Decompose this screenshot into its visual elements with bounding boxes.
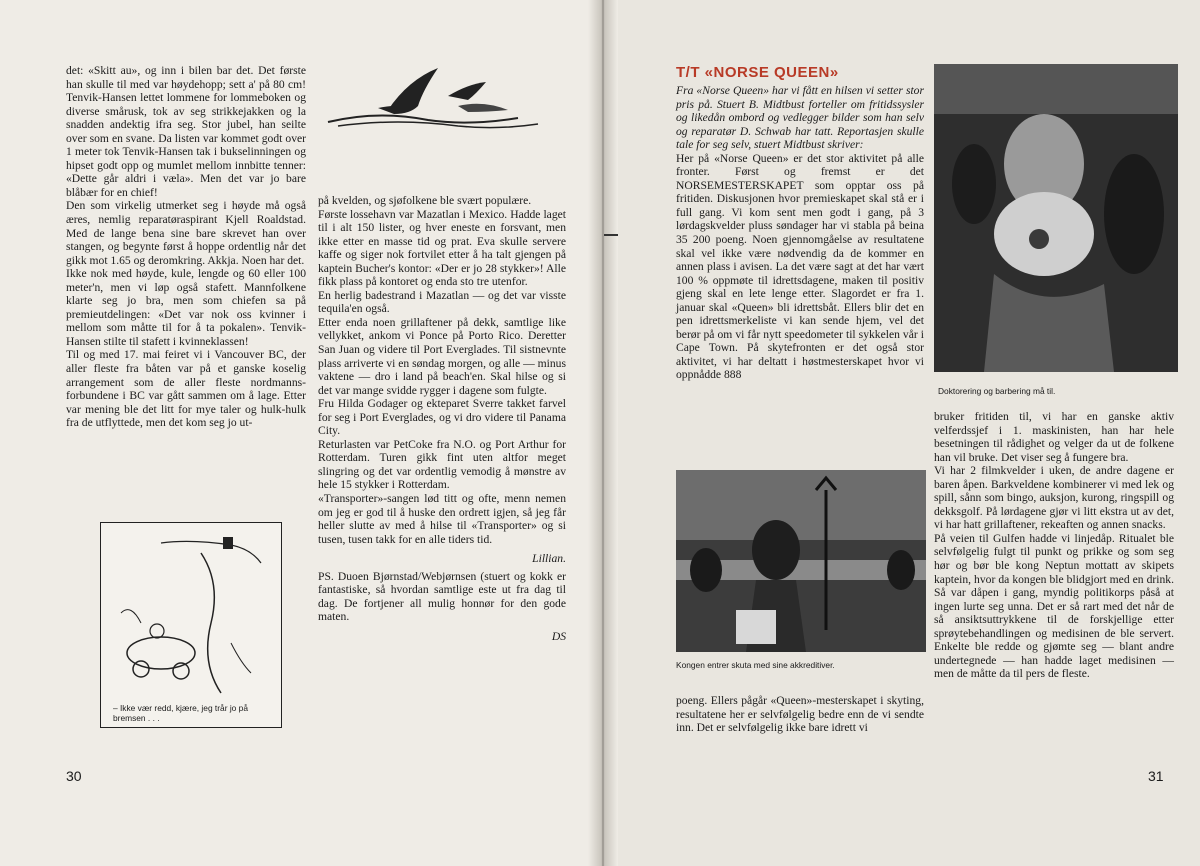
- article-intro: Fra «Norse Queen» har vi fått en hilsen vi setter stor pris på. Stuert B. Midtbust forteller om fritidssysler og likedån ombord og vedlegger bilder som han selv og reparatør D. Schwab har tatt. Reportasjen skulle tale for seg selv, stuert Midtbust skriver:: [676, 84, 924, 152]
- paragraph: En herlig badestrand i Mazatlan — og det var visste tequila'en også.: [318, 288, 566, 316]
- paragraph: bruker fritiden til, vi har en ganske aktiv velferdssjef i 1. maskinisten, han har hele besetningen til rådighet og velger da ut de folkene han vil bruke. Det viser seg å fungere bra.: [934, 410, 1174, 464]
- right-column-1b: [676, 694, 924, 735]
- right-column-2: [934, 410, 1174, 681]
- paragraph: Etter enda noen grillaftener på dekk, samtlige like vellykket, ankom vi Ponce på Porto Rico. Deretter San Juan og videre til Port Everglades. Til sistnevnte plass arriverte vi en søndag morgen, og alle — minus vaktene — dro i land på beach'en. Skal hilse og si det var mange svidde rygger i dagene som fulgte.: [318, 315, 566, 397]
- seagulls-illustration: [318, 60, 548, 138]
- right-column-1: [676, 84, 924, 382]
- paragraph: Ikke nok med høyde, kule, lengde og 60 eller 100 meter'n, men vi løp også stafett. Mannfolkene klarte seg jo bra, men som chiefen sa på premieutdelingen: «Det var nok oss kvinner i mellom som måtte til for å ta pokalen». Tenvik-Hansen stilte til stafett i kvinneklassen!: [66, 267, 306, 348]
- photo-caption: Kongen entrer skuta med sine akkreditiver.: [676, 660, 835, 670]
- paragraph: Til og med 17. mai feiret vi i Vancouver BC, der aller fleste fra båten var på et ganske koselig arrangement som de aller fleste nordmanns-forbundene i BC var gått sammen om å lage. Etter var mening ble det litt for mye taler og hulk-hulk fra de utflyttede, men det kom seg jo ut-: [66, 348, 306, 430]
- cartoon-caption: – Ikke vær redd, kjære, jeg trår jo på bremsen . . .: [113, 703, 248, 723]
- paragraph: Returlasten var PetCoke fra N.O. og Port Arthur for Rotterdam. Turen gikk fint uten altfor meget slingring og det var ordentlig vemodig å mønstre av hele 15 stykker i Rotterdam.: [318, 437, 566, 492]
- postscript: PS. Duoen Bjørnstad/Webjørnsen (stuert og kokk er fantastiske, så hvordan samtlige este ut fra dag til dag. De fortjener all mulig honnør for den gode maten.: [318, 569, 566, 624]
- paragraph: Den som virkelig utmerket seg i høyde må også æres, nemlig reparatøraspirant Kjell Roaldstad. Med de lange bena sine bare skrevet han over stangen, og begynte først å hoppe ordentlig når det gikk mot 1.65 og deromkring. Akkja. Noen har det.: [66, 199, 306, 267]
- car-cartoon-illustration: [101, 523, 281, 699]
- photo-king-neptune: [676, 470, 926, 652]
- left-column-1: [66, 64, 306, 430]
- page-number: 30: [66, 768, 82, 784]
- paragraph: poeng. Ellers pågår «Queen»-mesterskapet i skyting, resultatene her er selvfølgelig bedre enn de vi sendte inn. Det er selvfølgelig ikke bare idrett vi: [676, 694, 924, 735]
- signature: Lillian.: [532, 552, 566, 566]
- cartoon-frame: [100, 522, 282, 728]
- paragraph: «Transporter»-sangen lød titt og ofte, menn nemen om jeg er god til å huske den ordrett igjen, så jeg får heller slutte av med å hilse til «Transporter» og si tusen, tusen takk for en alle tiders tid.: [318, 492, 566, 546]
- signature: DS: [551, 629, 566, 643]
- photo-doctoring: [934, 64, 1178, 372]
- page-number: 31: [1148, 768, 1164, 784]
- photo-caption: Doktorering og barbering må til.: [938, 386, 1056, 396]
- article-title: T/T «NORSE QUEEN»: [676, 64, 839, 81]
- paragraph: Vi har 2 filmkvelder i uken, de andre dagene er baren åpen. Barkveldene kombinerer vi med lek og spill, sånn som bingo, auksjon, kurong, ringspill og dekksgolf. På lørdagene gjør vi litt ekstra ut av det, vi har hatt grillaftener, rekeaften og annen snacks.: [934, 464, 1174, 532]
- paragraph: Fru Hilda Godager og ekteparet Sverre takket farvel for seg i Port Everglades, og vi dro videre til Panama City.: [318, 397, 566, 438]
- paragraph: Første lossehavn var Mazatlan i Mexico. Hadde laget til i alt 150 lister, og hver eneste en forsvant, men ikke etter en masse tid og prat. Eva skulle servere kaffe og siger nok fortvilet etter å ha talt gjengen på kaptein Bucher's kontor: «Der er jo 28 stykker»! Alle fikk plass på kontoret og enda sto tre utenfor.: [318, 207, 566, 289]
- left-column-2: [318, 194, 566, 644]
- paragraph: det: «Skitt au», og inn i bilen bar det. Det første han skulle til med var høydehopp; sett a' på 80 cm! Tenvik-Hansen lettet lommene for lommeboken og diverse smårusk, tok av seg strikkejakken og la snadden andektig ifra seg. Stor jubel, han seilte over som en svane. Da listen var kommet godt over 1 meter tok Tenvik-Hansen tak i bukselinningen og hipset godt opp og mumlet mellom innbitte tenner: «Dette går aldri i væla». Men det var jo bare blåbær for en chief!: [66, 64, 306, 199]
- paragraph: på kvelden, og sjøfolkene ble svært populære.: [318, 194, 532, 207]
- paragraph: Her på «Norse Queen» er det stor aktivitet på alle fronter. Først og fremst er det NORSEMESTERSKAPET som opptar oss på fritiden. Diskusjonen hvor premieskapet skal stå er i full gang. Vi kom sent men godt i gang, på 3 lørdagskvelder pluss søndager har vi stabla på beina 35 200 poeng. Noen gjennomgåelse av resultatene skal vel ikke være nødvendig da de kommer en annen plass i avisen. La det være sagt at det har vært 100 % oppmøte til idrettsdagene, maken til positiv gjeng skal en lete lenge etter. Slagordet er fra 1. januar skal «Queen» bli idrettsbåt. Ellers blir det en pen idrettsmerkeliste vi kan sende hjem, vel det berør på om vi får nytt speedometer til sykkelen vår i Cape Town. På skytefronten er det også stor aktivitet, vi har deltatt i høstmesterskapet hvor vi oppnådde 888: [676, 151, 924, 382]
- paragraph: På veien til Gulfen hadde vi linjedåp. Ritualet ble selvfølgelig fulgt til punkt og prikke og som seg hør og bør ble kong Neptun mottatt av skipets kaptein, hvor da kongen ble blidgjort med en drink. Så var dåpen i gang, myndig politikorps påså at ingen lurte seg unna. Det er så rart med det når de så ansiktsuttrykkene til de forskjellige etter sprøytebehandlingen og medisinen de ble servert. Enkelte ble redde og gjømte seg — blant andre undertegnede — han hadde laget medisinen — men de måtte da til pers de fleste.: [934, 531, 1174, 681]
